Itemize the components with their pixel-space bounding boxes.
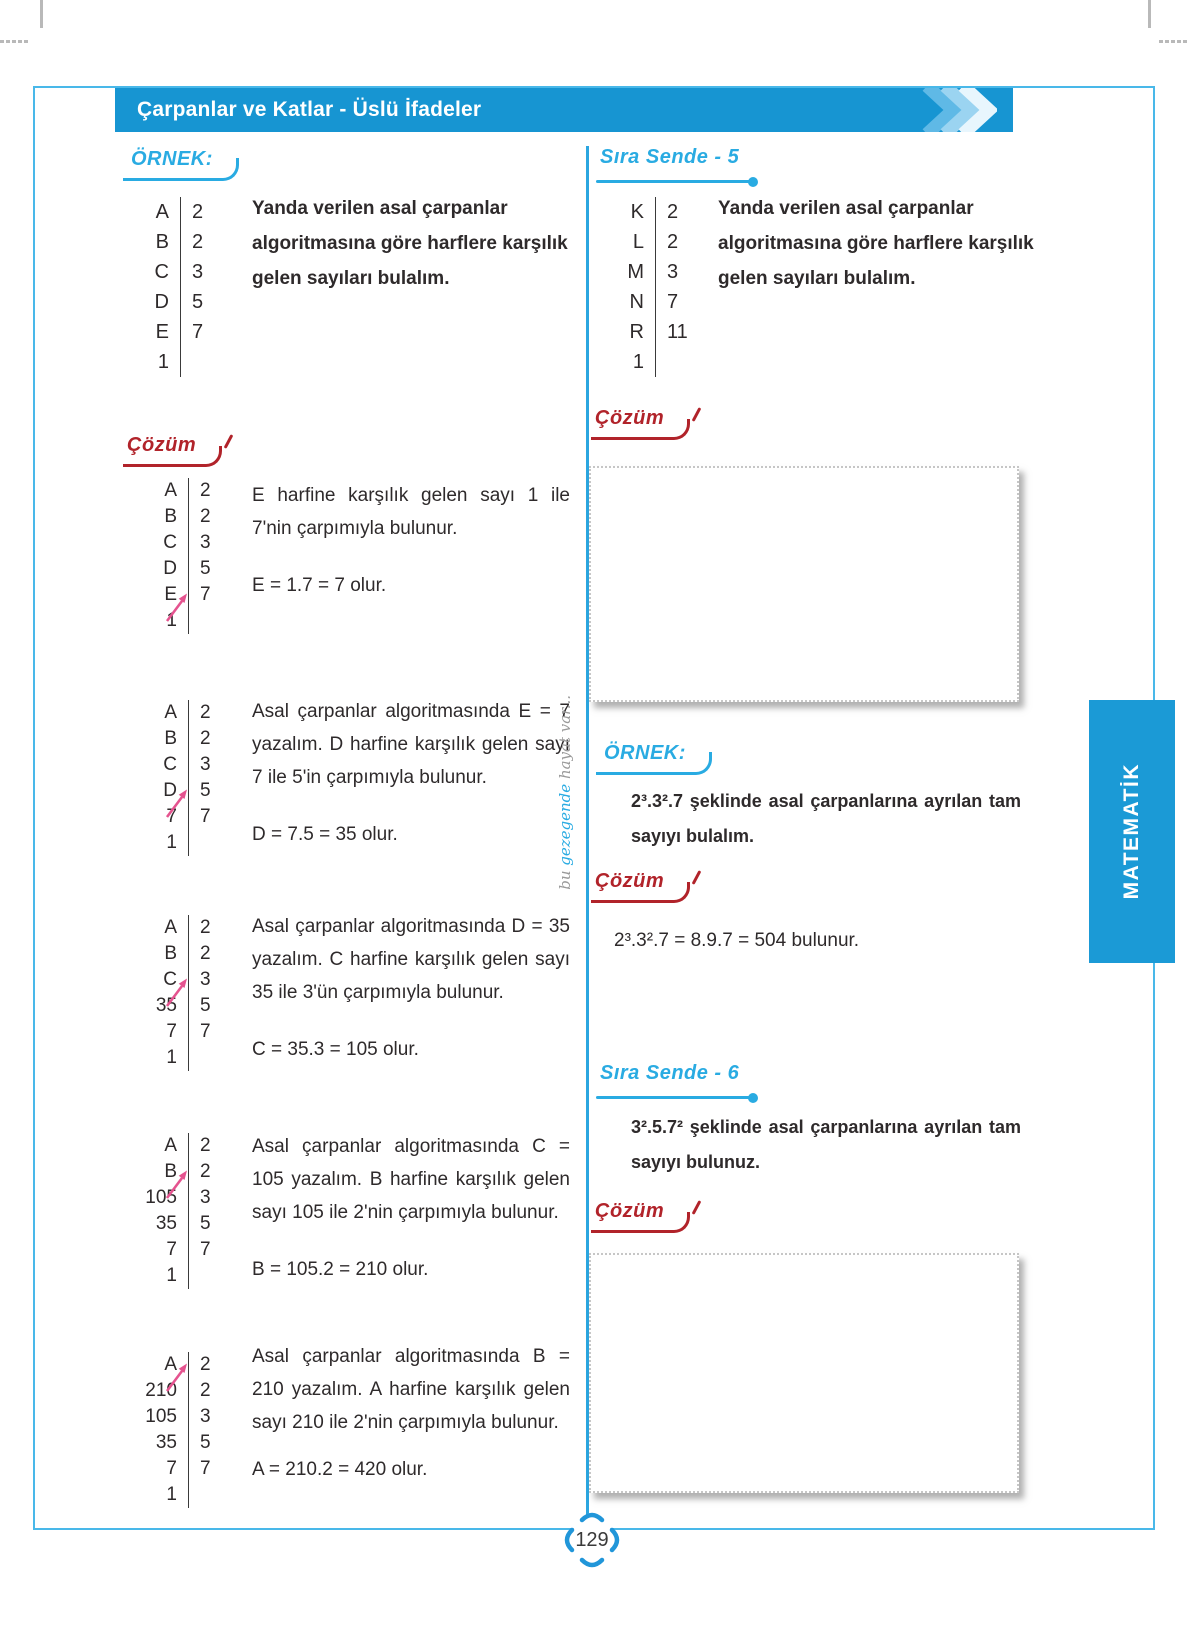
algo-row — [133, 197, 203, 227]
slash-decoration-icon — [692, 1200, 702, 1215]
algo-right-value: 2 — [188, 1352, 211, 1378]
step-description: Asal çarpanlar algoritmasında C = 105 yazalım. B harfine karşılık gelen sayı 105 ile 2'nin çarpımıyla bulunur. — [252, 1136, 570, 1223]
algo-row — [129, 1211, 211, 1237]
sira-sende-6-label — [600, 1062, 739, 1091]
algo-left-value: B — [164, 1161, 177, 1182]
algo-left-value: E — [164, 584, 177, 605]
algo-row — [129, 752, 211, 778]
algo-row — [129, 1430, 211, 1456]
algo-right-value: 3 — [188, 967, 211, 993]
algo-left-value: M — [627, 260, 644, 283]
algo-right-value: 2 — [188, 1133, 211, 1159]
algo-left-value: C — [163, 532, 177, 553]
double-chevron-icon — [877, 88, 997, 132]
algo-left-value: 35 — [155, 995, 177, 1016]
answer-box-sira6 — [589, 1253, 1019, 1493]
algo-left-value: 35 — [155, 1213, 177, 1234]
solution-label — [593, 868, 700, 903]
subject-tab-label: MATEMATİK — [1120, 763, 1143, 900]
algo-right-value: 2 — [188, 478, 211, 504]
algo-row — [129, 941, 211, 967]
algo-right-value: 11 — [655, 317, 688, 347]
slash-decoration-icon — [692, 870, 702, 885]
step-result: A = 210.2 = 420 olur. — [252, 1459, 428, 1480]
algo-left-value: 35 — [155, 1432, 177, 1453]
algo-row — [608, 257, 688, 287]
algo-left-value: A — [164, 1135, 177, 1156]
solution-step5-text — [252, 1340, 570, 1486]
prime-factor-table-step5 — [129, 1352, 211, 1508]
algo-right-value: 3 — [188, 530, 211, 556]
algo-row — [129, 1045, 211, 1071]
algo-left-value: C — [163, 754, 177, 775]
algo-left-value: 7 — [166, 806, 177, 827]
page-title: Çarpanlar ve Katlar - Üslü İfadeler — [137, 98, 482, 121]
algo-right-value: 3 — [180, 257, 203, 287]
prime-factor-table-step3 — [129, 915, 211, 1071]
step-description: Asal çarpanlar algoritmasında B = 210 yazalım. A harfine karşılık gelen sayı 210 ile 2'nin çarpımıyla bulunur. — [252, 1346, 570, 1433]
algo-row — [133, 287, 203, 317]
algo-right-value: 7 — [180, 317, 203, 347]
algo-right-value — [188, 608, 200, 634]
algo-left-value: 7 — [166, 1021, 177, 1042]
algo-row — [129, 608, 211, 634]
crop-mark-top-left-horizontal — [0, 40, 30, 43]
step-result: B = 105.2 = 210 olur. — [252, 1259, 429, 1280]
example-label-text: ÖRNEK: — [604, 742, 686, 764]
algo-row — [129, 582, 211, 608]
algo-right-value: 3 — [188, 1404, 211, 1430]
page-number: 129 — [575, 1528, 609, 1551]
algo-left-value: 105 — [145, 1406, 177, 1427]
example-label — [600, 740, 720, 775]
algo-row — [129, 1378, 211, 1404]
solution-label-text: Çözüm — [595, 870, 665, 892]
algo-left-value: C — [154, 260, 169, 283]
algo-left-value: A — [164, 917, 177, 938]
algo-right-value: 7 — [188, 804, 211, 830]
solution-step4-text — [252, 1130, 570, 1286]
watermark — [552, 686, 578, 898]
prime-factor-table-sira5 — [608, 197, 688, 377]
solution-label — [593, 1198, 700, 1233]
watermark-text: bu — [556, 865, 574, 890]
algo-right-value: 7 — [188, 1019, 211, 1045]
algo-row — [129, 1404, 211, 1430]
solution-label-text: Çözüm — [595, 407, 665, 429]
algo-left-value: 7 — [166, 1239, 177, 1260]
sira-sende-5-text: Sıra Sende - 5 — [600, 146, 740, 168]
algo-right-value: 2 — [655, 197, 678, 227]
algo-left-value: 7 — [166, 1458, 177, 1479]
algo-row — [129, 804, 211, 830]
algo-row — [133, 227, 203, 257]
algo-left-value: 105 — [145, 1187, 177, 1208]
algo-right-value: 5 — [188, 993, 211, 1019]
algo-left-value: 1 — [166, 1265, 177, 1286]
example-statement: Yanda verilen asal çarpanlar algoritmasına göre harflere karşılık gelen sayıları bulalım. — [252, 198, 568, 289]
algo-right-value: 5 — [188, 1211, 211, 1237]
algo-row — [608, 197, 688, 227]
algo-right-value: 2 — [188, 915, 211, 941]
algo-left-value: 1 — [632, 350, 644, 373]
algo-left-value: B — [164, 728, 177, 749]
slash-decoration-icon — [692, 407, 702, 422]
algo-row — [129, 556, 211, 582]
algo-left-value: 1 — [166, 1484, 177, 1505]
algo-right-value: 2 — [655, 227, 678, 257]
subject-tab-matematik — [1089, 700, 1175, 963]
algo-left-value: 1 — [157, 350, 169, 373]
algo-row — [608, 347, 688, 377]
algo-right-value: 3 — [655, 257, 678, 287]
algo-left-value: A — [164, 702, 177, 723]
algo-left-value: L — [632, 230, 644, 253]
example-label — [127, 146, 247, 181]
answer-box-sira5 — [589, 466, 1019, 702]
algo-left-value: B — [155, 230, 169, 253]
solution-step3-text — [252, 910, 570, 1066]
algo-left-value: 210 — [145, 1380, 177, 1401]
algo-right-value — [180, 347, 192, 377]
watermark-highlight: gezegende — [556, 783, 574, 866]
algo-left-value: K — [630, 200, 644, 223]
algo-right-value: 2 — [188, 700, 211, 726]
algo-row — [129, 530, 211, 556]
sira6-statement: 3².5.7² şeklinde asal çarpanlarına ayrılan tam sayıyı bulunuz. — [631, 1117, 1021, 1172]
algo-left-value: C — [163, 969, 177, 990]
algo-right-value — [188, 1045, 200, 1071]
algo-right-value: 2 — [188, 1159, 211, 1185]
algo-right-value: 3 — [188, 1185, 211, 1211]
algo-left-value: 1 — [166, 610, 177, 631]
algo-row — [129, 993, 211, 1019]
algo-row — [129, 1019, 211, 1045]
algo-right-value: 3 — [188, 752, 211, 778]
prime-factor-table-step4 — [129, 1133, 211, 1289]
algo-row — [129, 1237, 211, 1263]
algo-row — [129, 778, 211, 804]
algo-row — [129, 967, 211, 993]
algo-row — [129, 1133, 211, 1159]
sira-sende-6-text: Sıra Sende - 6 — [600, 1062, 740, 1084]
sira-sende-5-label — [600, 146, 739, 175]
algo-right-value: 7 — [188, 1237, 211, 1263]
step-description: Asal çarpanlar algoritmasında E = 7 yazalım. D harfine karşılık gelen sayı 7 ile 5'in çarpımıyla bulunur. — [252, 701, 570, 788]
algo-row — [129, 1482, 211, 1508]
algo-right-value: 7 — [188, 582, 211, 608]
prime-factor-table-example — [133, 197, 203, 377]
solution-step2-text — [252, 695, 570, 851]
ornek2-solution: 2³.3².7 = 8.9.7 = 504 bulunur. — [614, 930, 860, 951]
algo-row — [129, 478, 211, 504]
algo-row — [129, 1263, 211, 1289]
step-description: E harfine karşılık gelen sayı 1 ile 7'nin çarpımıyla bulunur. — [252, 485, 570, 539]
algo-right-value: 2 — [188, 504, 211, 530]
algo-row — [129, 1456, 211, 1482]
prime-factor-table-step2 — [129, 700, 211, 856]
algo-left-value: A — [164, 1354, 177, 1375]
watermark-text: hayat var... — [556, 694, 574, 784]
algo-right-value: 5 — [188, 778, 211, 804]
algo-right-value: 2 — [188, 1378, 211, 1404]
solution-label-text: Çözüm — [127, 434, 197, 456]
crop-mark-top-right-vertical — [1148, 0, 1151, 28]
ornek2-statement: 2³.3².7 şeklinde asal çarpanlarına ayrılan tam sayıyı bulalım. — [631, 791, 1021, 846]
slash-decoration-icon — [224, 434, 234, 449]
algo-row — [133, 317, 203, 347]
step-description: Asal çarpanlar algoritmasında D = 35 yazalım. C harfine karşılık gelen sayı 35 ile 3'ün çarpımıyla bulunur. — [252, 916, 570, 1003]
algo-right-value: 5 — [188, 556, 211, 582]
algo-right-value: 2 — [188, 941, 211, 967]
step-result: C = 35.3 = 105 olur. — [252, 1039, 419, 1060]
algo-row — [129, 1185, 211, 1211]
algo-row — [129, 504, 211, 530]
page-number-badge — [560, 1508, 624, 1572]
algo-left-value: B — [164, 943, 177, 964]
crop-mark-top-right-horizontal — [1159, 40, 1189, 43]
algo-row — [133, 257, 203, 287]
algo-right-value — [188, 1263, 200, 1289]
example-label-text: ÖRNEK: — [131, 148, 213, 170]
sira5-statement: Yanda verilen asal çarpanlar algoritmasına göre harflere karşılık gelen sayıları bulalım. — [718, 198, 1034, 289]
algo-right-value: 7 — [655, 287, 678, 317]
algo-left-value: N — [629, 290, 644, 313]
algo-left-value: D — [163, 558, 177, 579]
prime-factor-table-step1 — [129, 478, 211, 634]
solution-label-text: Çözüm — [595, 1200, 665, 1222]
algo-right-value — [188, 1482, 200, 1508]
algo-row — [133, 347, 203, 377]
algo-row — [608, 227, 688, 257]
algo-right-value: 5 — [188, 1430, 211, 1456]
algo-right-value — [188, 830, 200, 856]
step-result: D = 7.5 = 35 olur. — [252, 824, 398, 845]
algo-left-value: E — [155, 320, 169, 343]
algo-left-value: D — [163, 780, 177, 801]
algo-right-value: 5 — [180, 287, 203, 317]
algo-row — [129, 915, 211, 941]
header-bar — [115, 88, 1013, 132]
algo-right-value: 7 — [188, 1456, 211, 1482]
algo-left-value: D — [154, 290, 169, 313]
algo-right-value: 2 — [180, 227, 203, 257]
algo-left-value: 1 — [166, 1047, 177, 1068]
step-result: E = 1.7 = 7 olur. — [252, 575, 387, 596]
algo-left-value: 1 — [166, 832, 177, 853]
algo-row — [129, 1352, 211, 1378]
solution-label — [125, 432, 232, 467]
algo-left-value: A — [155, 200, 169, 223]
algo-row — [129, 726, 211, 752]
algo-row — [129, 830, 211, 856]
algo-row — [129, 700, 211, 726]
algo-row — [608, 287, 688, 317]
solution-step1-text — [252, 479, 570, 602]
algo-right-value: 2 — [180, 197, 203, 227]
algo-row — [608, 317, 688, 347]
solution-label — [593, 405, 700, 440]
algo-right-value — [655, 347, 667, 377]
crop-mark-top-left-vertical — [40, 0, 43, 28]
algo-left-value: B — [164, 506, 177, 527]
algo-row — [129, 1159, 211, 1185]
algo-right-value: 2 — [188, 726, 211, 752]
algo-left-value: A — [164, 480, 177, 501]
algo-left-value: R — [629, 320, 644, 343]
